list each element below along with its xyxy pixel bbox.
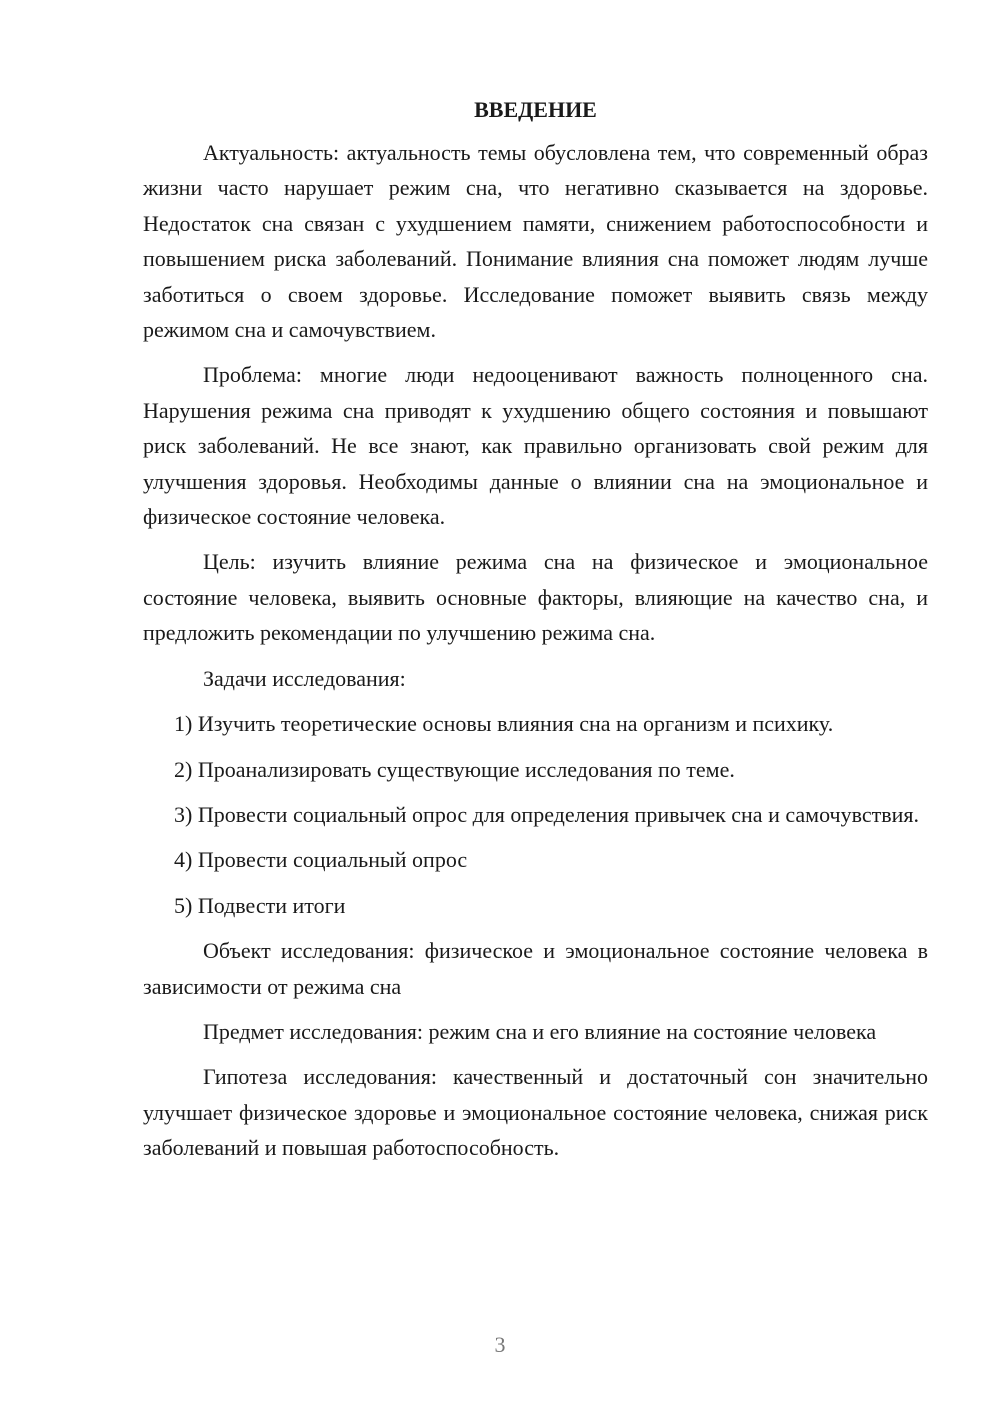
paragraph-relevance: Актуальность: актуальность темы обусловлена тем, что современный образ жизни часто нарушает режим сна, что негативно сказывается на здоровье. Недостаток сна связан с ухудшением памяти, снижением работоспособности и повышением риска заболеваний. Понимание влияния сна поможет людям лучше заботиться о своем здоровье. Исследование поможет выявить связь между режимом сна и самочувствием.: [143, 140, 928, 343]
tasks-heading: Задачи исследования:: [203, 665, 406, 691]
paragraph-subject: Предмет исследования: режим сна и его влияние на состояние человека: [203, 1018, 877, 1044]
task-item-3: 3) Провести социальный опрос для определения привычек сна и самочувствия.: [174, 801, 919, 827]
paragraph-problem: Проблема: многие люди недооценивают важность полноценного сна. Нарушения режима сна приводят к ухудшению общего состояния и повышают риск заболеваний. Не все знают, как правильно организовать свой режим для улучшения здоровья. Необходимы данные о влиянии сна на эмоциональное и физическое состояние человека.: [143, 362, 928, 530]
paragraph-hypothesis: Гипотеза исследования: качественный и достаточный сон значительно улучшает физическое здоровье и эмоциональное состояние человека, снижая риск заболеваний и повышая работоспособность.: [143, 1064, 928, 1161]
task-item-5: 5) Подвести итоги: [174, 892, 346, 918]
page-number: 3: [494, 1332, 506, 1357]
document-page: [143, 95, 928, 1176]
page-title: ВВЕДЕНИЕ: [474, 97, 597, 122]
paragraph-object: Объект исследования: физическое и эмоциональное состояние человека в зависимости от режима сна: [143, 938, 928, 999]
task-item-1: 1) Изучить теоретические основы влияния сна на организм и психику.: [174, 711, 834, 737]
task-item-2: 2) Проанализировать существующие исследования по теме.: [174, 756, 735, 782]
paragraph-goal: Цель: изучить влияние режима сна на физическое и эмоциональное состояние человека, выявить основные факторы, влияющие на качество сна, и предложить рекомендации по улучшению режима сна.: [143, 549, 928, 646]
task-item-4: 4) Провести социальный опрос: [174, 847, 468, 873]
